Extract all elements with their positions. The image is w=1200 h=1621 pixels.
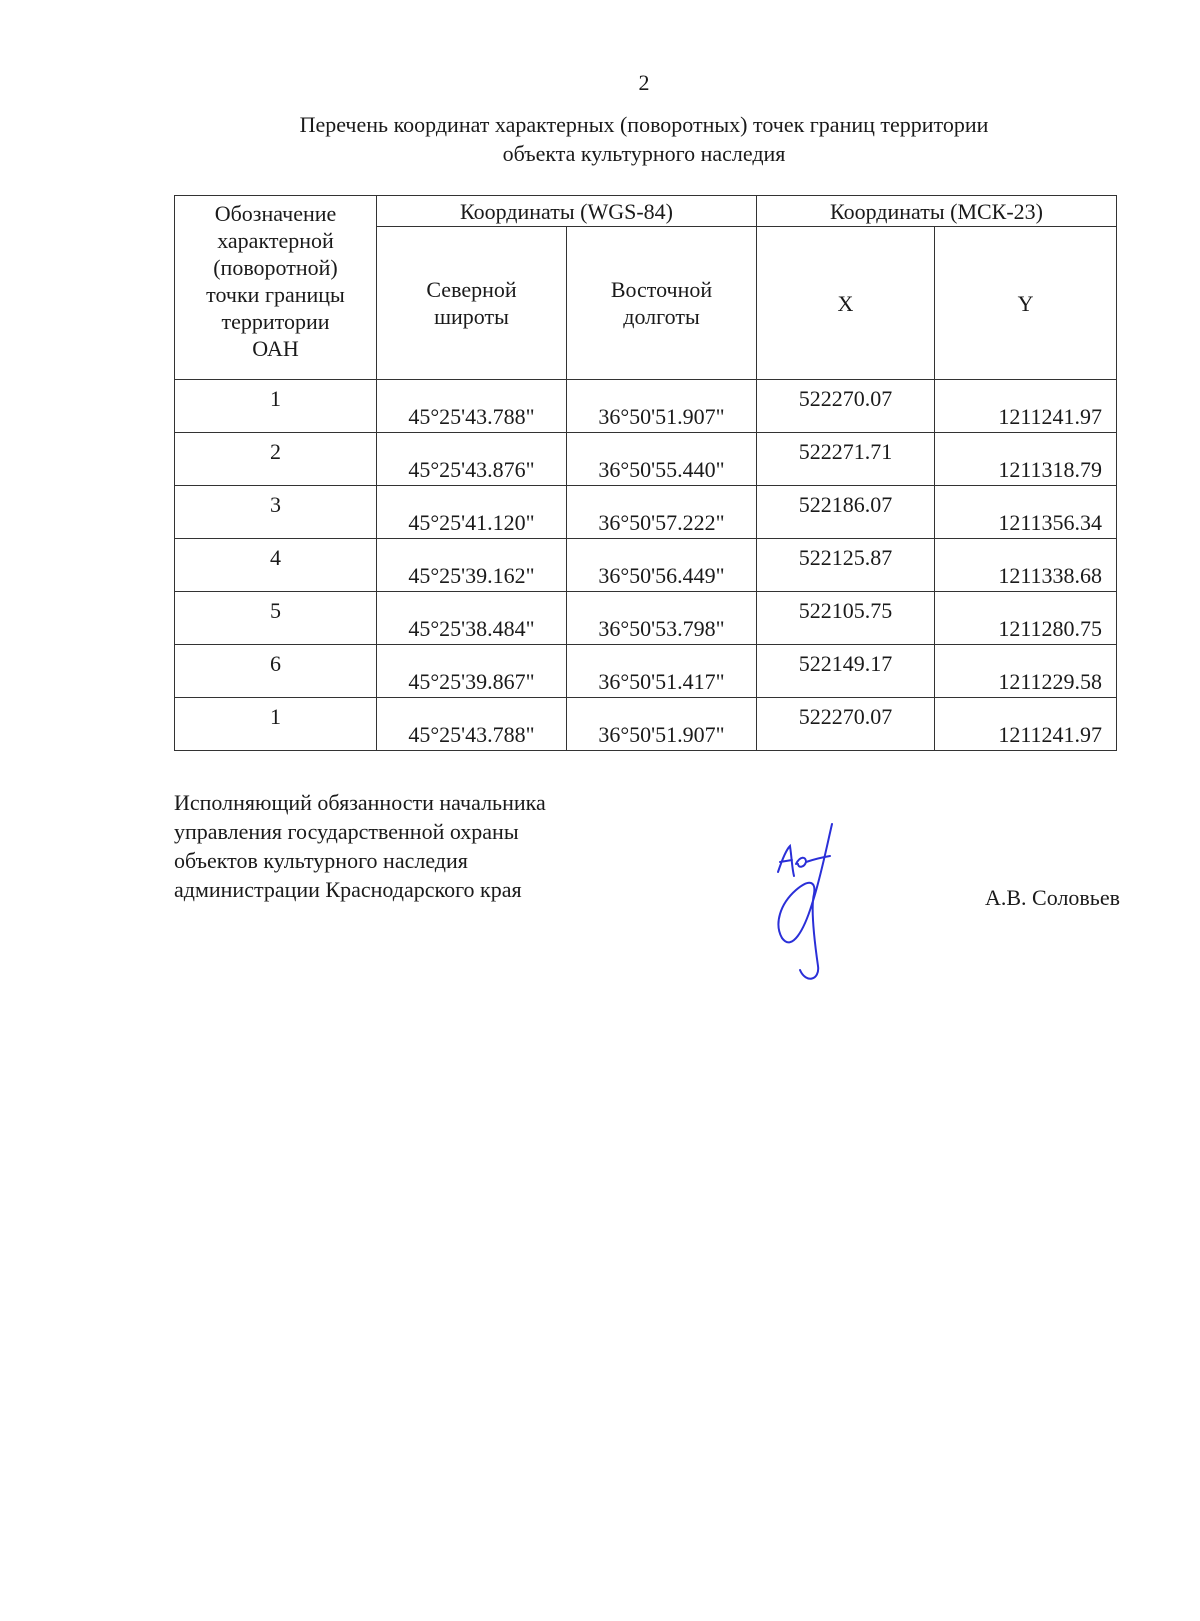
header-text: точки границы <box>206 282 345 307</box>
header-text: долготы <box>623 304 700 329</box>
latitude-cell: 45°25'43.876" <box>377 433 567 486</box>
point-number-cell: 1 <box>175 380 377 433</box>
latitude-cell: 45°25'41.120" <box>377 486 567 539</box>
header-text: Восточной <box>610 277 713 302</box>
point-number-cell: 2 <box>175 433 377 486</box>
header-text: характерной <box>217 228 334 253</box>
x-cell: 522270.07 <box>757 698 935 751</box>
document-title <box>160 110 1128 168</box>
longitude-cell: 36°50'51.907" <box>567 380 757 433</box>
y-cell: 1211241.97 <box>935 380 1117 433</box>
latitude-cell: 45°25'39.867" <box>377 645 567 698</box>
y-cell: 1211229.58 <box>935 645 1117 698</box>
point-number-cell: 3 <box>175 486 377 539</box>
document-title-line: Перечень координат характерных (поворотных) точек границ территории <box>299 112 989 137</box>
signatory-position <box>174 788 694 904</box>
page-number: 2 <box>638 70 650 95</box>
header-group-wgs84: Координаты (WGS-84) <box>377 196 757 227</box>
y-cell: 1211356.34 <box>935 486 1117 539</box>
header-north-latitude <box>377 227 567 380</box>
point-number-cell: 5 <box>175 592 377 645</box>
x-cell: 522271.71 <box>757 433 935 486</box>
longitude-cell: 36°50'55.440" <box>567 433 757 486</box>
y-cell: 1211318.79 <box>935 433 1117 486</box>
header-text: широты <box>434 304 509 329</box>
table-row <box>175 592 1117 645</box>
table-row <box>175 380 1117 433</box>
signatory-position-line: Исполняющий обязанности начальника <box>174 790 546 815</box>
header-group-msk23: Координаты (МСК-23) <box>757 196 1117 227</box>
longitude-cell: 36°50'51.907" <box>567 698 757 751</box>
header-east-longitude <box>567 227 757 380</box>
latitude-cell: 45°25'43.788" <box>377 380 567 433</box>
signatory-position-line: администрации Краснодарского края <box>174 877 522 902</box>
table-row <box>175 698 1117 751</box>
point-number-cell: 1 <box>175 698 377 751</box>
latitude-cell: 45°25'43.788" <box>377 698 567 751</box>
signatory-name: А.В. Соловьев <box>985 885 1120 910</box>
document-title-line: объекта культурного наследия <box>502 141 786 166</box>
coordinates-table <box>174 195 1117 751</box>
y-cell: 1211280.75 <box>935 592 1117 645</box>
table-row <box>175 645 1117 698</box>
header-text: ОАН <box>252 336 299 361</box>
table-row <box>175 486 1117 539</box>
point-number-cell: 6 <box>175 645 377 698</box>
header-text: Северной <box>426 277 517 302</box>
latitude-cell: 45°25'39.162" <box>377 539 567 592</box>
x-cell: 522149.17 <box>757 645 935 698</box>
header-x: X <box>757 227 935 380</box>
point-number-cell: 4 <box>175 539 377 592</box>
header-y: Y <box>935 227 1117 380</box>
longitude-cell: 36°50'56.449" <box>567 539 757 592</box>
longitude-cell: 36°50'53.798" <box>567 592 757 645</box>
x-cell: 522105.75 <box>757 592 935 645</box>
longitude-cell: 36°50'51.417" <box>567 645 757 698</box>
signatory-position-line: управления государственной охраны <box>174 819 519 844</box>
table-row <box>175 539 1117 592</box>
header-text: территории <box>221 309 330 334</box>
header-text: Обозначение <box>214 201 337 226</box>
latitude-cell: 45°25'38.484" <box>377 592 567 645</box>
y-cell: 1211338.68 <box>935 539 1117 592</box>
y-cell: 1211241.97 <box>935 698 1117 751</box>
header-point-designation <box>175 196 377 380</box>
longitude-cell: 36°50'57.222" <box>567 486 757 539</box>
x-cell: 522186.07 <box>757 486 935 539</box>
x-cell: 522270.07 <box>757 380 935 433</box>
x-cell: 522125.87 <box>757 539 935 592</box>
handwritten-signature <box>770 820 870 990</box>
signatory-position-line: объектов культурного наследия <box>174 848 468 873</box>
table-row <box>175 433 1117 486</box>
header-text: (поворотной) <box>213 255 338 280</box>
